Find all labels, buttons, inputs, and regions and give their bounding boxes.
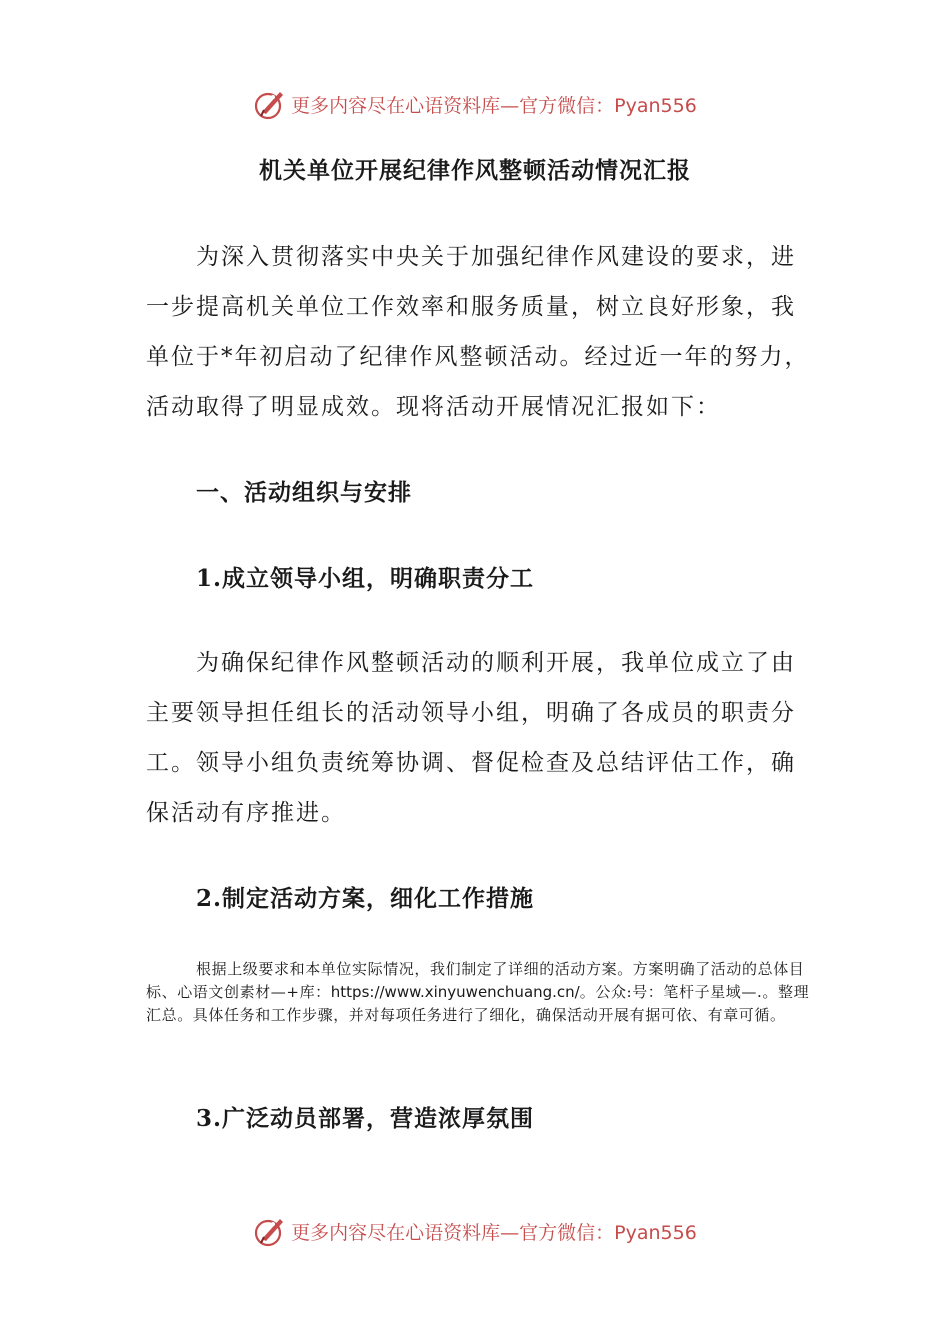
document-title: 机关单位开展纪律作风整顿活动情况汇报	[259, 157, 691, 184]
subsection-heading-3: 3.广泛动员部署，营造浓厚氛围	[196, 1105, 535, 1132]
watermark-text: 更多内容尽在心语资料库—官方微信：Pyan556	[291, 94, 697, 117]
intro-paragraph: 为深入贯彻落实中央关于加强纪律作风建设的要求，进一步提高机关单位工作效率和服务质量，树立良好形象，我单位于*年初启动了纪律作风整顿活动。经过近一年的努力，活动取得了明显成效。现将活动开展情况汇报如下：	[146, 244, 810, 420]
subsection-heading-2: 2.制定活动方案，细化工作措施	[196, 885, 535, 912]
quill-pen-logo-icon	[253, 87, 287, 121]
watermark-text: 更多内容尽在心语资料库—官方微信：Pyan556	[291, 1221, 697, 1244]
subsection-1-paragraph: 为确保纪律作风整顿活动的顺利开展，我单位成立了由主要领导担任组长的活动领导小组，明确了各成员的职责分工。领导小组负责统筹协调、督促检查及总结评估工作，确保活动有序推进。	[146, 650, 796, 826]
subsection-heading-1: 1.成立领导小组，明确职责分工	[196, 565, 535, 592]
header-watermark	[0, 84, 950, 124]
section-heading-1: 一、活动组织与安排	[196, 479, 412, 506]
quill-pen-logo-icon	[253, 1214, 287, 1248]
footer-watermark	[0, 1211, 950, 1251]
resource-url-text: https://www.xinyuwenchuang.cn/	[330, 983, 580, 1001]
subsection-2-paragraph: 根据上级要求和本单位实际情况，我们制定了详细的活动方案。方案明确了活动的总体目标、心语文创素材—+库：https://www.xinyuwenchuang.cn/。公众:号：笔杆子星域—.。整理汇总。具体任务和工作步骤，并对每项任务进行了细化，确保活动开展有据可依、有章可循。	[146, 960, 810, 1024]
